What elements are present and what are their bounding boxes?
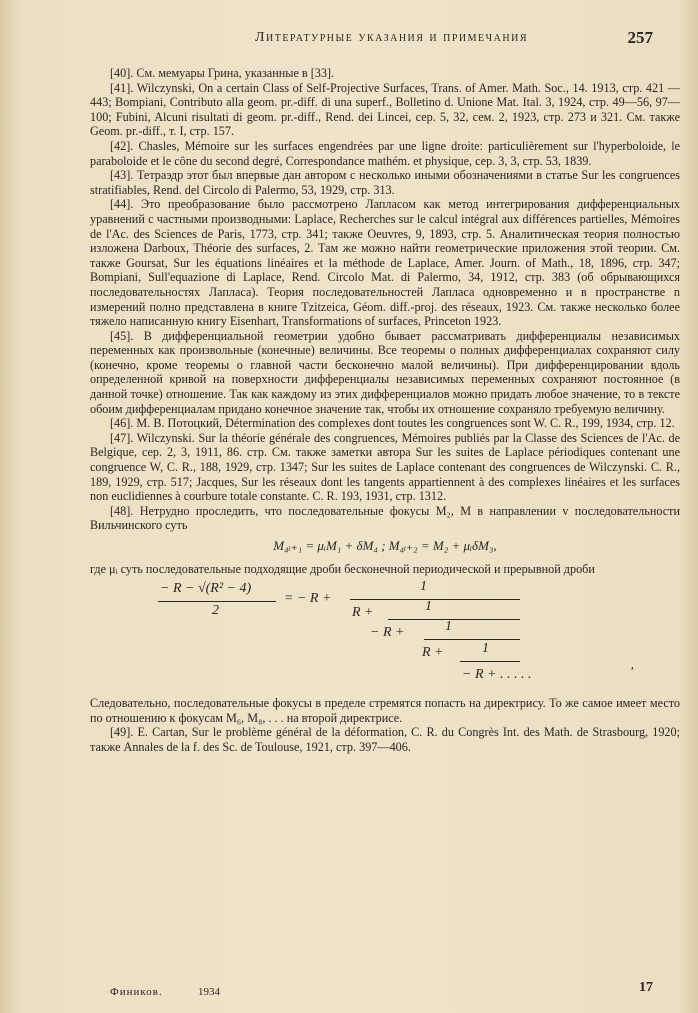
cf-bar-2 bbox=[388, 619, 520, 620]
note-47: [47]. Wilczynski. Sur la théorie générale des congruences, Mémoires publiés par la Classe des Sciences de l'Ac. de Belgique, сер. 2, 3, 1911, 86. стр. См. также заметки автора Sur les suites de Laplace périodiques contenant une congruence W, C. R., 188, 1929, стр. 1347; Sur les suites de Laplace contenant des congruences de Wilczynski. C. R., 189, 1929, стр. 517; Jacques, Sur les réseaux dont les tangents appartiennent à des complexes linéaires et les surfaces non euclidiennes à courbure totale constante. C. R. 193, 1931, стр. 1312. bbox=[90, 430, 680, 504]
note-45: [45]. В дифференциальной геометрии удобно бывает рассматривать дифференциалы независимых переменных как произвольные (конечные) величины. Все теоремы о полных дифференциалах сохраняют силу (конечно, кроме теоремы о главной части бесконечно малой величины). При дифференцировании вдоль определенной кривой на поверхности дифференциалы независимых переменных сохраняют постоянное (в данной точке) отношение. Так как каждому из этих дифференциалов можно придать любое значение, то в тексте обоим дифференциалам придано конечное значение так, чтобы их отношение сохраняло требуемую величину. bbox=[90, 328, 680, 416]
note-40: [40]. См. мемуары Грина, указанные в [33]. bbox=[110, 66, 335, 80]
cf-bar-1 bbox=[350, 599, 520, 600]
note-48: [48]. Нетрудно проследить, что последовательные фокусы M₂, M в направлении v последовательности Вильчинского суть bbox=[90, 503, 680, 533]
cf-one-3: 1 bbox=[445, 619, 452, 635]
note-41: [41]. Wilczynski, On a certain Class of Self-Projective Surfaces, Trans. of Amer. Math. Soc., 14. 1913, стр. 421 — 443; Bompiani, Contributo alla geom. pr.-diff. di una superf., Bolletino d. Unione Mat. Ital. 3, 1924, стр. 49—56, 97—100; Fubini, Alcuni risultati di geom. pr.-diff., Rend. dei Lincei, сер. 5, 32, сем. 2, 1923, стр. 273 и 321. См. также Geom. pr.-diff., т. I, стр. 157. bbox=[90, 80, 680, 139]
note-46: [46]. М. В. Потоцкий, Détermination des complexes dont toutes les congruences sont W. C. R., 199, 1934, стр. 12. bbox=[110, 416, 675, 431]
cf-lhs-numerator: − R − √(R² − 4) bbox=[160, 581, 252, 597]
recurrence-formula: M₄ᵢ₊₁ = μᵢM₁ + δM₄ ; M₄ᵢ₊₂ = M₂ + μᵢδM₃, bbox=[273, 538, 497, 553]
text-where: где μᵢ суть последовательные подходящие дроби бесконечной периодической и прерывной дроби bbox=[90, 561, 595, 576]
cf-r1: R + bbox=[352, 605, 374, 621]
running-head bbox=[0, 30, 698, 52]
page-number: 257 bbox=[627, 28, 653, 47]
cf-lhs-denominator: 2 bbox=[212, 603, 219, 619]
cf-r2: − R + bbox=[370, 625, 405, 641]
notes-body bbox=[90, 66, 680, 755]
cf-r4: − R + . . . . . bbox=[462, 667, 532, 683]
cf-equals: = − R + bbox=[284, 591, 332, 607]
footer-year: 1934 bbox=[198, 986, 220, 998]
footer-author: Фиников. bbox=[110, 986, 163, 998]
signature-mark: 17 bbox=[639, 980, 653, 995]
note-43: [43]. Тетраэдр этот был впервые дан автором с несколько иными обозначениями в статье Sur les congruences stratifiables, Rend. del Circolo di Palermo, 53, 1929, стр. 313. bbox=[90, 168, 680, 197]
continued-fraction bbox=[90, 580, 680, 690]
cf-one-1: 1 bbox=[420, 579, 427, 595]
cf-lhs-bar bbox=[158, 601, 276, 602]
note-49: [49]. E. Cartan, Sur le problème général de la déformation, C. R. du Congrès Int. des Math. de Strasbourg, 1920; также Annales de la f. des Sc. de Toulouse, 1921, стр. 397—406. bbox=[90, 725, 680, 754]
cf-one-2: 1 bbox=[425, 599, 432, 615]
text-after-fraction: Следовательно, последовательные фокусы в пределе стремятся попасть на директрису. То же самое имеет место по отношению к фокусам M₆, M₈, . . . на второй директрисе. bbox=[90, 696, 680, 725]
cf-one-4: 1 bbox=[482, 641, 489, 657]
cf-r3: R + bbox=[422, 645, 444, 661]
note-44: [44]. Это преобразование было рассмотрено Лапласом как метод интегрирования дифференциальных уравнений с частными производными: Laplace, Recherches sur le calcul intégral aux différences partielles, Mémoires de l'Ac. des Sciences de Paris, 1773, стр. 341; также Oeuvres, 9, 1893, стр. 5. Аналитическая теория полностью изложена Darboux, Théorie des surfaces, 2. Там же можно найти геометрические приложения этой теории. См. также Goursat, Sur les équations linéaires et la méthode de Laplace, Amer. Journ. of Math., 18, 1896, стр. 347; Bompiani, Sull'equazione di Laplace, Rend. Circolo Mat. di Palermo, 34, 1912, стр. 383 (об обрывающихся последовательностях Лапласа). Теория последовательностей Лапласа одновременно и в пространстве n измерений полно представлена в книге Tzitzeica, Géom. diff.-proj. des réseaux, 1923. См. также несколько более тяжело написанную книгу Eisenhart, Transformations of surfaces, Princeton 1923. bbox=[90, 197, 680, 329]
running-title: Литературные указания и примечания bbox=[255, 30, 528, 45]
cf-bar-3 bbox=[424, 639, 520, 640]
note-42: [42]. Chasles, Mémoire sur les surfaces engendrées par une ligne droite: particulièrement sur l'hyperboloide, le paraboloide et le cône du second degré, Correspondance mathém. et physique, сер. 3, 3, стр. 53, 1839. bbox=[90, 138, 680, 168]
cf-bar-4 bbox=[460, 661, 520, 662]
page-footer bbox=[110, 980, 653, 1004]
cf-mark: ' bbox=[630, 665, 633, 681]
